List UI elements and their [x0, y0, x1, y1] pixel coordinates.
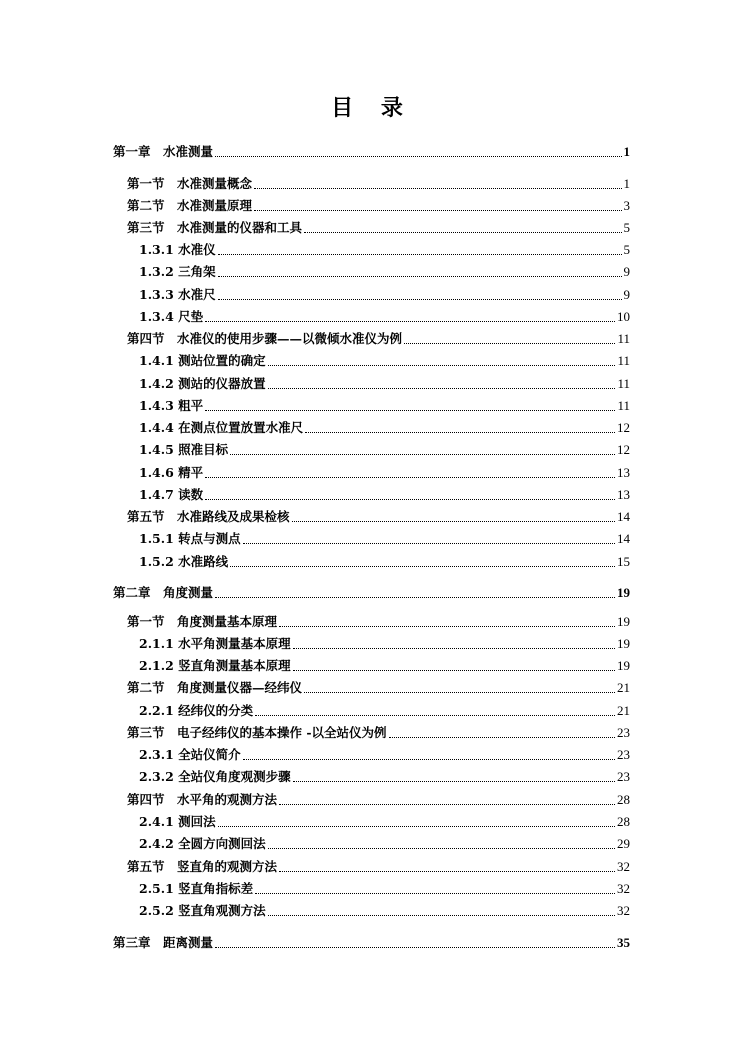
toc-page-number: 11	[617, 376, 630, 391]
toc-subsection-entry[interactable]	[139, 463, 630, 481]
toc-entry-label: 2.2.1 经纬仪的分类	[139, 703, 254, 718]
toc-subsection-entry[interactable]	[139, 351, 630, 369]
dot-leader	[243, 542, 615, 544]
toc-subsection-entry[interactable]	[139, 418, 630, 436]
toc-entry-label: 1.4.4 在测点位置放置水准尺	[139, 420, 304, 435]
toc-entry-label: 第二节 水准测量原理	[127, 198, 253, 213]
dot-leader	[268, 364, 616, 366]
toc-subsection-entry[interactable]	[139, 701, 630, 719]
toc-entry-label: 第三节 电子经纬仪的基本操作 -以全站仪为例	[127, 725, 387, 740]
dot-leader	[218, 298, 622, 300]
toc-subsection-entry[interactable]	[139, 812, 630, 830]
dot-leader	[215, 596, 615, 598]
toc-subsection-entry[interactable]	[139, 396, 630, 414]
toc-page-number: 12	[617, 442, 630, 457]
dot-leader	[279, 870, 615, 872]
dot-leader	[268, 914, 615, 916]
dot-leader	[293, 647, 615, 649]
toc-entry-label: 第四节 水平角的观测方法	[127, 792, 278, 807]
toc-page-number: 9	[623, 264, 630, 279]
toc-page-number: 23	[617, 725, 630, 740]
toc-entry-label: 第四节 水准仪的使用步骤——以微倾水准仪为例	[127, 331, 403, 346]
toc-entry-label: 2.4.2 全圆方向测回法	[139, 836, 266, 851]
toc-subsection-entry[interactable]	[139, 240, 630, 258]
dot-leader	[292, 520, 615, 522]
dot-leader	[215, 155, 621, 157]
toc-page-number: 11	[617, 331, 630, 346]
toc-subsection-entry[interactable]	[139, 656, 630, 674]
toc-entry-label: 第二章 角度测量	[113, 585, 214, 600]
dot-leader	[205, 409, 615, 411]
dot-leader	[205, 498, 615, 500]
dot-leader	[305, 431, 615, 433]
dot-leader	[254, 187, 621, 189]
toc-chapter-entry[interactable]	[113, 142, 630, 160]
toc-entry-label: 第五节 水准路线及成果检核	[127, 509, 290, 524]
dot-leader	[205, 320, 615, 322]
toc-entry-label: 2.5.2 竖直角观测方法	[139, 903, 266, 918]
dot-leader	[243, 758, 615, 760]
toc-subsection-entry[interactable]	[139, 374, 630, 392]
dot-leader	[293, 669, 615, 671]
toc-section-entry[interactable]	[127, 723, 630, 741]
toc-page-number: 11	[617, 398, 630, 413]
toc-entry-label: 第五节 竖直角的观测方法	[127, 859, 278, 874]
toc-page-number: 5	[623, 242, 630, 257]
dot-leader	[230, 565, 615, 567]
toc-page-number: 5	[623, 220, 630, 235]
toc-page-number: 9	[623, 287, 630, 302]
toc-page-number: 1	[623, 144, 630, 159]
dot-leader	[218, 275, 622, 277]
toc-entry-label: 2.1.2 竖直角测量基本原理	[139, 658, 291, 673]
toc-page-number: 19	[617, 585, 630, 600]
toc-page-number: 14	[617, 509, 630, 524]
toc-page-number: 28	[617, 814, 630, 829]
toc-subsection-entry[interactable]	[139, 285, 630, 303]
toc-entry-label: 第三章 距离测量	[113, 935, 214, 950]
toc-entry-label: 1.4.5 照准目标	[139, 442, 229, 457]
toc-entry-label: 1.4.6 精平	[139, 465, 204, 480]
toc-page-number: 21	[617, 703, 630, 718]
toc-page-number: 15	[617, 554, 630, 569]
toc-entry-label: 第二节 角度测量仪器—经纬仪	[127, 680, 303, 695]
toc-page-number: 35	[617, 935, 630, 950]
toc-page-number: 19	[617, 658, 630, 673]
toc-subsection-entry[interactable]	[139, 262, 630, 280]
toc-subsection-entry[interactable]	[139, 307, 630, 325]
dot-leader	[268, 387, 616, 389]
dot-leader	[218, 253, 622, 255]
dot-leader	[279, 803, 615, 805]
toc-page-number: 12	[617, 420, 630, 435]
toc-entry-label: 2.3.1 全站仪简介	[139, 747, 241, 762]
toc-subsection-entry[interactable]	[139, 529, 630, 547]
toc-page-number: 13	[617, 465, 630, 480]
toc-page-number: 11	[617, 353, 630, 368]
toc-page-number: 13	[617, 487, 630, 502]
toc-page-number: 32	[617, 903, 630, 918]
toc-section-entry[interactable]	[127, 790, 630, 808]
dot-leader	[255, 892, 615, 894]
toc-page-number: 32	[617, 881, 630, 896]
toc-entry-label: 1.4.3 粗平	[139, 398, 204, 413]
dot-leader	[304, 231, 621, 233]
dot-leader	[404, 342, 615, 344]
dot-leader	[255, 714, 615, 716]
dot-leader	[205, 476, 615, 478]
toc-subsection-entry[interactable]	[139, 552, 630, 570]
toc-entry-label: 1.3.4 尺垫	[139, 309, 204, 324]
toc-entry-label: 1.4.1 测站位置的确定	[139, 353, 266, 368]
toc-entry-label: 第一章 水准测量	[113, 144, 214, 159]
dot-leader	[389, 736, 615, 738]
toc-section-entry[interactable]	[127, 507, 630, 525]
toc-entry-label: 2.1.1 水平角测量基本原理	[139, 636, 291, 651]
toc-chapter-entry[interactable]	[113, 583, 630, 601]
toc-page-number: 23	[617, 747, 630, 762]
toc-page-number: 32	[617, 859, 630, 874]
toc-entry-label: 2.5.1 竖直角指标差	[139, 881, 254, 896]
toc-subsection-entry[interactable]	[139, 901, 630, 919]
dot-leader	[293, 780, 615, 782]
toc-subsection-entry[interactable]	[139, 634, 630, 652]
toc-page-number: 14	[617, 531, 630, 546]
dot-leader	[279, 625, 615, 627]
toc-entry-label: 1.3.3 水准尺	[139, 287, 216, 302]
page-title: 目 录	[331, 96, 413, 121]
toc-page-number: 10	[617, 309, 630, 324]
toc-page-number: 3	[623, 198, 630, 213]
toc-page-number: 1	[623, 176, 630, 191]
toc-entry-label: 2.4.1 测回法	[139, 814, 216, 829]
toc-entry-label: 1.3.2 三角架	[139, 264, 216, 279]
toc-subsection-entry[interactable]	[139, 767, 630, 785]
toc-chapter-entry[interactable]	[113, 933, 630, 951]
toc-page-number: 29	[617, 836, 630, 851]
toc-entry-label: 第一节 角度测量基本原理	[127, 614, 278, 629]
dot-leader	[304, 691, 615, 693]
toc-section-entry[interactable]	[127, 329, 630, 347]
toc-subsection-entry[interactable]	[139, 485, 630, 503]
toc-section-entry[interactable]	[127, 857, 630, 875]
toc-entry-label: 第一节 水准测量概念	[127, 176, 253, 191]
toc-entry-label: 2.3.2 全站仪角度观测步骤	[139, 769, 291, 784]
toc-entry-label: 1.5.1 转点与测点	[139, 531, 241, 546]
toc-page-number: 23	[617, 769, 630, 784]
dot-leader	[215, 946, 615, 948]
toc-page-number: 21	[617, 680, 630, 695]
toc-entry-label: 1.4.7 读数	[139, 487, 204, 502]
toc-subsection-entry[interactable]	[139, 745, 630, 763]
toc-entry-label: 1.4.2 测站的仪器放置	[139, 376, 266, 391]
dot-leader	[230, 453, 615, 455]
toc-page-number: 19	[617, 614, 630, 629]
dot-leader	[254, 209, 621, 211]
toc-section-entry[interactable]	[127, 174, 630, 192]
toc-section-entry[interactable]	[127, 196, 630, 214]
toc-page-number: 19	[617, 636, 630, 651]
toc-section-entry[interactable]	[127, 218, 630, 236]
dot-leader	[268, 847, 615, 849]
toc-section-entry[interactable]	[127, 678, 630, 696]
toc-subsection-entry[interactable]	[139, 834, 630, 852]
dot-leader	[218, 825, 615, 827]
toc-entry-label: 1.5.2 水准路线	[139, 554, 229, 569]
toc-entry-label: 1.3.1 水准仪	[139, 242, 216, 257]
toc-entry-label: 第三节 水准测量的仪器和工具	[127, 220, 303, 235]
toc-page-number: 28	[617, 792, 630, 807]
toc-subsection-entry[interactable]	[139, 879, 630, 897]
toc-subsection-entry[interactable]	[139, 440, 630, 458]
toc-section-entry[interactable]	[127, 612, 630, 630]
